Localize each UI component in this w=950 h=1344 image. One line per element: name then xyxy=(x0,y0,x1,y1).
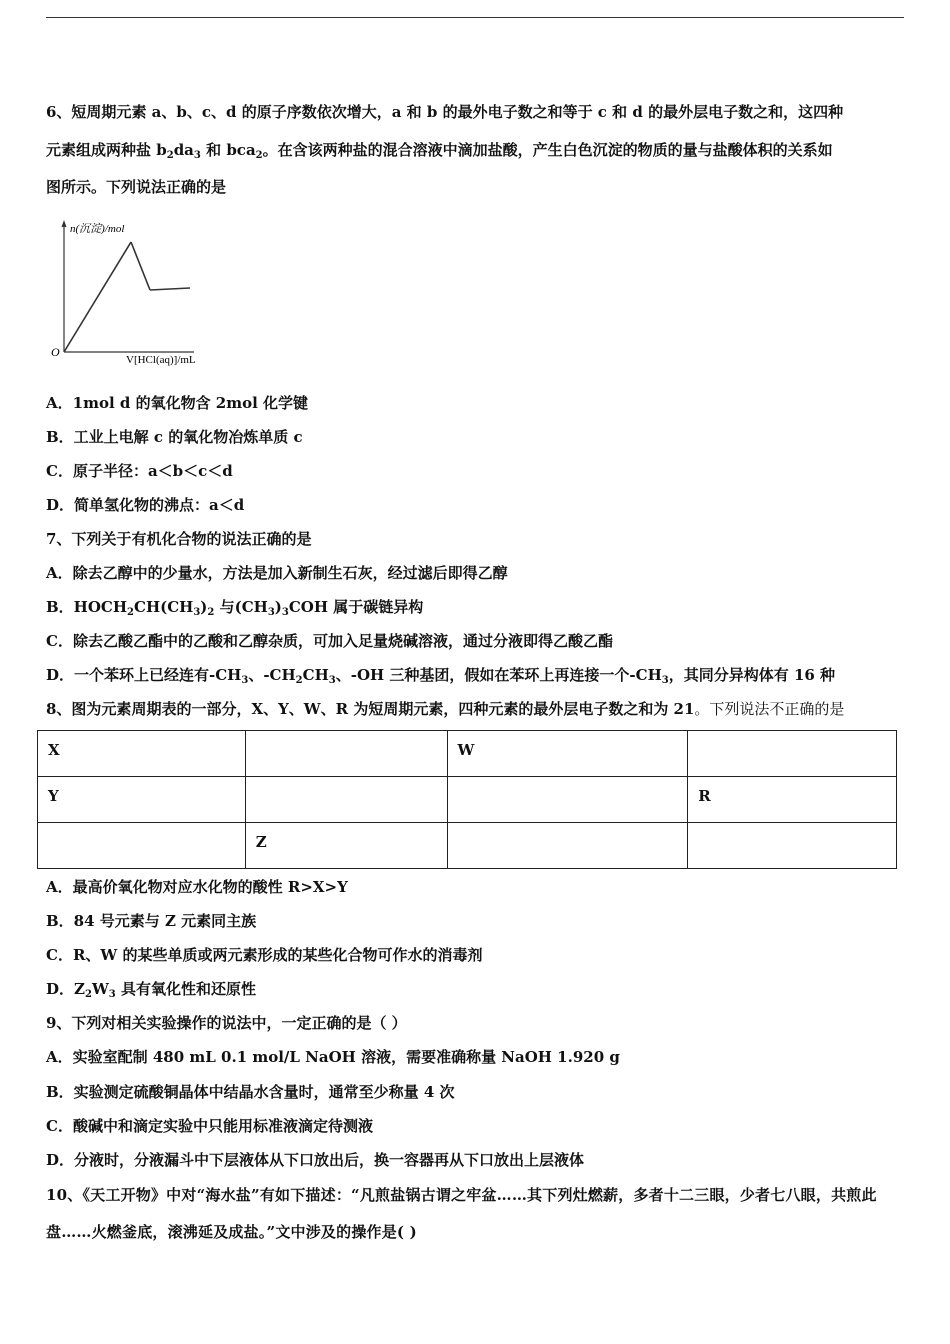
q7-option-c: C．除去乙酸乙酯中的乙酸和乙醇杂质，可加入足量烧碱溶液，通过分液即得乙酸乙酯 xyxy=(46,632,613,650)
curve-rise xyxy=(64,242,131,352)
q7-option-b: B．$HOCH_2CH(CH_3)_2$ 与$(CH_3)_3COH$ 属于碳链异构 xyxy=(46,598,424,618)
table-cell xyxy=(688,731,897,777)
q8-option-a: A．最高价氧化物对应水化物的酸性 R>X>Y xyxy=(46,878,348,896)
q6-option-d: D．简单氢化物的沸点：a＜d xyxy=(46,496,245,514)
q9-option-d: D．分液时，分液漏斗中下层液体从下口放出后，换一容器再从下口放出上层液体 xyxy=(46,1151,585,1169)
q6-option-b: B．工业上电解 c 的氧化物冶炼单质 c xyxy=(46,428,303,446)
q8-option-b: B．84 号元素与 Z 元素同主族 xyxy=(46,912,257,930)
table-cell xyxy=(688,823,897,869)
table-cell: Z xyxy=(245,823,447,869)
table-row xyxy=(38,731,897,777)
q10-stem: 10、《天工开物》中对“海水盐”有如下描述：“凡煎盐锅古谓之牢盆……其下列灶燃薪，多者十二三眼，少者七八眼，共煎此盘……火燃釜底，滚沸延及成盐。”文中涉及的操作是( ) xyxy=(46,1186,877,1241)
table-cell: X xyxy=(38,731,246,777)
q9-option-c: C．酸碱中和滴定实验中只能用标准液滴定待测液 xyxy=(46,1117,373,1135)
q9-option-a: A．实验室配制 480 mL 0.1 mol/L NaOH 溶液，需要准确称量 NaOH 1.920 g xyxy=(46,1048,620,1066)
q9-option-b: B．实验测定硫酸铜晶体中结晶水含量时，通常至少称量 4 次 xyxy=(46,1083,455,1101)
header-rule xyxy=(46,17,904,18)
curve-drop xyxy=(131,242,150,290)
table-cell xyxy=(447,823,688,869)
table-cell: Y xyxy=(38,777,246,823)
q6-stem-line-1: 6、短周期元素 a、b、c、d 的原子序数依次增大，a 和 b 的最外电子数之和等于 c 和 d 的最外层电子数之和，这四种 xyxy=(46,103,844,121)
q6-stem-line-2: 元素组成两种盐 $b_2da_3$ 和 bca$_2$。在含该两种盐的混合溶液中滴加盐酸，产生白色沉淀的物质的量与盐酸体积的关系如 xyxy=(46,141,833,161)
table-cell xyxy=(38,823,246,869)
q6-option-c: C．原子半径：a＜b＜c＜d xyxy=(46,462,233,480)
table-cell: W xyxy=(447,731,688,777)
graph-y-label: n(沉淀)/mol xyxy=(70,223,125,235)
table-cell xyxy=(447,777,688,823)
q8-option-d: D．$Z_2W_3$ 具有氧化性和还原性 xyxy=(46,980,256,1000)
table-cell: R xyxy=(688,777,897,823)
q8-stem: 8、图为元素周期表的一部分，X、Y、W、R 为短周期元素，四种元素的最外层电子数之和为 21。下列说法不正确的是 xyxy=(46,700,845,718)
table-cell xyxy=(245,777,447,823)
precipitate-graph xyxy=(44,218,234,368)
q8-option-c: C．R、W 的某些单质或两元素形成的某些化合物可作水的消毒剂 xyxy=(46,946,483,964)
q6-stem-line-3: 图所示。下列说法正确的是 xyxy=(46,178,227,196)
y-axis-arrow xyxy=(62,220,67,227)
curve-plateau xyxy=(150,288,190,290)
table-cell xyxy=(245,731,447,777)
q9-stem: 9、下列对相关实验操作的说法中，一定正确的是（ ） xyxy=(46,1014,407,1032)
q7-stem: 7、下列关于有机化合物的说法正确的是 xyxy=(46,530,312,548)
table-row xyxy=(38,777,897,823)
q6-option-a: A．1mol d 的氧化物含 2mol 化学键 xyxy=(46,394,309,412)
table-row xyxy=(38,823,897,869)
q7-option-d: D．一个苯环上已经连有$-CH_3$、$-CH_2CH_3$、-OH 三种基团，假如在苯环上再连接一个$-CH_3$，其同分异构体有 16 种 xyxy=(46,666,836,686)
graph-origin: O xyxy=(51,345,60,359)
q7-option-a: A．除去乙醇中的少量水，方法是加入新制生石灰，经过滤后即得乙醇 xyxy=(46,564,508,582)
graph-x-label: V[HCl(aq)]/mL xyxy=(126,354,196,366)
periodic-table-fragment xyxy=(37,730,897,869)
